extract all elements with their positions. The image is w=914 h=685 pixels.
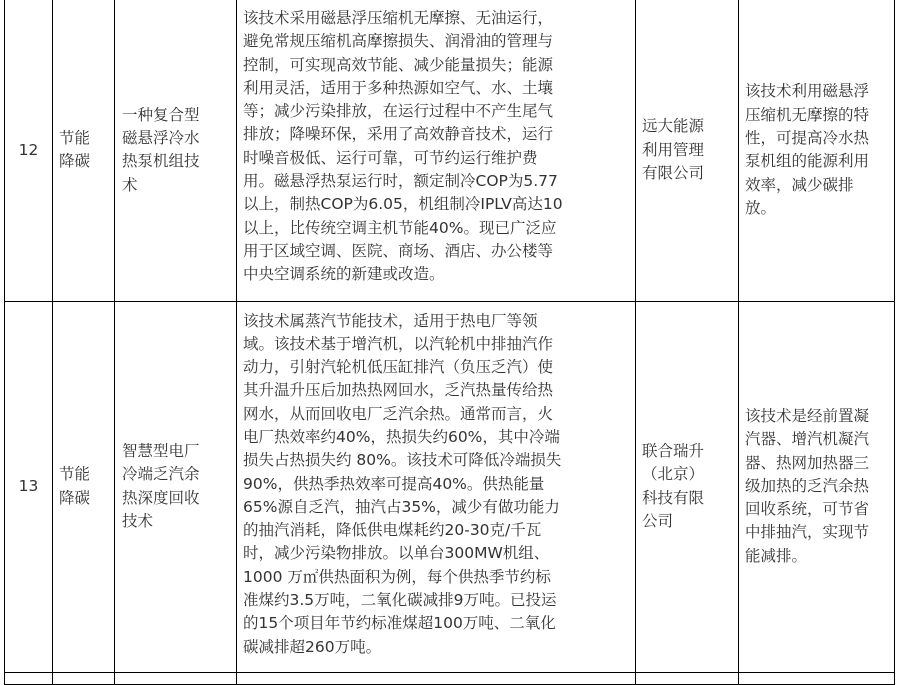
- table-row: [5, 0, 895, 301]
- summary-line: 放。: [745, 198, 777, 217]
- row-index: 13: [18, 476, 39, 495]
- description-cell: [237, 0, 636, 301]
- description-line: 网水，从而回收电厂乏汽余热。通常而言，火: [243, 404, 554, 423]
- empty-cell: [636, 672, 739, 684]
- company-line: 有限公司: [642, 163, 705, 182]
- description-line: 的抽汽消耗，降低供电煤耗约20-30克/千瓦: [243, 521, 542, 540]
- row-index-cell: [5, 0, 53, 301]
- description-line: 避免常规压缩机高摩擦损失、润滑油的管理与: [243, 32, 554, 51]
- technology-name-line: 智慧型电厂: [122, 441, 200, 460]
- technology-name-cell: [115, 301, 237, 672]
- summary-line: 级加热的乏汽余热: [745, 476, 870, 495]
- company-line: （北京）: [642, 465, 705, 484]
- summary-line: 压缩机无摩擦的特: [745, 105, 870, 124]
- description-line: 用于区域空调、医院、商场、酒店、办公楼等: [243, 241, 554, 260]
- empty-cell: [115, 672, 237, 684]
- company-line: 联合瑞升: [642, 441, 705, 460]
- empty-cell: [53, 672, 115, 684]
- category-line: 降碳: [59, 152, 91, 171]
- summary-line: 该技术利用磁悬浮: [745, 82, 870, 101]
- description-line: 域。该技术基于增汽机，以汽轮机中排抽汽作: [243, 334, 554, 353]
- row-index-cell: [5, 301, 53, 672]
- category-line: 节能: [59, 128, 91, 147]
- table-row: [5, 301, 895, 672]
- description-line: 90%，供热季热效率可提高40%。供热能量: [243, 474, 545, 493]
- summary-line: 性，可提高冷水热: [745, 128, 870, 147]
- description-line: 其升温升压后加热热网回水，乏汽热量传给热: [243, 381, 554, 400]
- category-line: 节能: [59, 465, 91, 484]
- description-line: 1000 万㎡供热面积为例，每个供热季节约标: [243, 567, 551, 586]
- description-line: 时噪音极低、运行可靠，可节约运行维护费: [243, 148, 538, 167]
- technology-name-line: 磁悬浮冷水: [122, 128, 200, 147]
- description-line: 等；减少污染排放，在运行过程中不产生尾气: [243, 102, 554, 121]
- description-line: 的15个项目年节约标准煤超100万吨、二氧化: [243, 614, 556, 633]
- description-line: 利用灵活，适用于多种热源如空气、水、土壤: [243, 78, 554, 97]
- technology-name-line: 冷端乏汽余: [122, 465, 200, 484]
- description-line: 以上，比传统空调主机节能40%。现已广泛应: [243, 218, 557, 237]
- category-cell: [53, 301, 115, 672]
- technology-table: [4, 0, 895, 685]
- summary-line: 该技术是经前置凝: [745, 406, 870, 425]
- technology-name-line: 一种复合型: [122, 105, 200, 124]
- summary-cell: [739, 301, 895, 672]
- company-cell: [636, 301, 739, 672]
- technology-name-line: 热深度回收: [122, 488, 200, 507]
- company-line: 公司: [642, 511, 674, 530]
- description-line: 控制，可实现高效节能、减少能量损失；能源: [243, 55, 554, 74]
- summary-cell: [739, 0, 895, 301]
- technology-name-line: 术: [122, 175, 138, 194]
- category-cell: [53, 0, 115, 301]
- description-line: 以上，制热COP为6.05，机组制冷IPLV高达10: [243, 195, 563, 214]
- description-line: 65%源自乏汽，抽汽占35%，减少有做功能力: [243, 497, 560, 516]
- summary-line: 回收系统，可节省: [745, 500, 870, 519]
- description-line: 损失占热损失约 80%。该技术可降低冷端损失: [243, 451, 562, 470]
- company-line: 科技有限: [642, 488, 705, 507]
- description-line: 中央空调系统的新建或改造。: [243, 265, 445, 284]
- description-line: 电厂热效率约40%，热损失约60%，其中冷端: [243, 427, 560, 446]
- technology-name-line: 技术: [122, 511, 154, 530]
- table-row-partial: [5, 672, 895, 684]
- empty-cell: [5, 672, 53, 684]
- summary-line: 能减排。: [745, 546, 808, 565]
- summary-line: 泵机组的能源利用: [745, 152, 870, 171]
- description-line: 排放；降噪环保，采用了高效静音技术，运行: [243, 125, 554, 144]
- category-line: 降碳: [59, 488, 91, 507]
- description-line: 该技术属蒸汽节能技术，适用于热电厂等领: [243, 311, 538, 330]
- summary-line: 中排抽汽，实现节: [745, 523, 870, 542]
- description-line: 用。磁悬浮热泵运行时，额定制冷COP为5.77: [243, 172, 558, 191]
- summary-line: 器、热网加热器三: [745, 453, 870, 472]
- description-cell: [237, 301, 636, 672]
- empty-cell: [237, 672, 636, 684]
- summary-line: 效率，减少碳排: [745, 175, 854, 194]
- company-line: 利用管理: [642, 140, 705, 159]
- company-cell: [636, 0, 739, 301]
- summary-line: 汽器、增汽机凝汽: [745, 430, 870, 449]
- technology-name-line: 热泵机组技: [122, 152, 200, 171]
- technology-name-cell: [115, 0, 237, 301]
- empty-cell: [739, 672, 895, 684]
- description-line: 动力，引射汽轮机低压缸排汽（负压乏汽）使: [243, 358, 554, 377]
- company-line: 远大能源: [642, 117, 705, 136]
- description-line: 该技术采用磁悬浮压缩机无摩擦、无油运行，: [243, 9, 554, 27]
- row-index: 12: [18, 140, 39, 159]
- description-line: 准煤约3.5万吨，二氧化碳减排9万吨。已投运: [243, 591, 557, 610]
- description-line: 碳减排超260万吨。: [243, 637, 382, 656]
- description-line: 时，减少污染物排放。以单台300MW机组、: [243, 544, 550, 563]
